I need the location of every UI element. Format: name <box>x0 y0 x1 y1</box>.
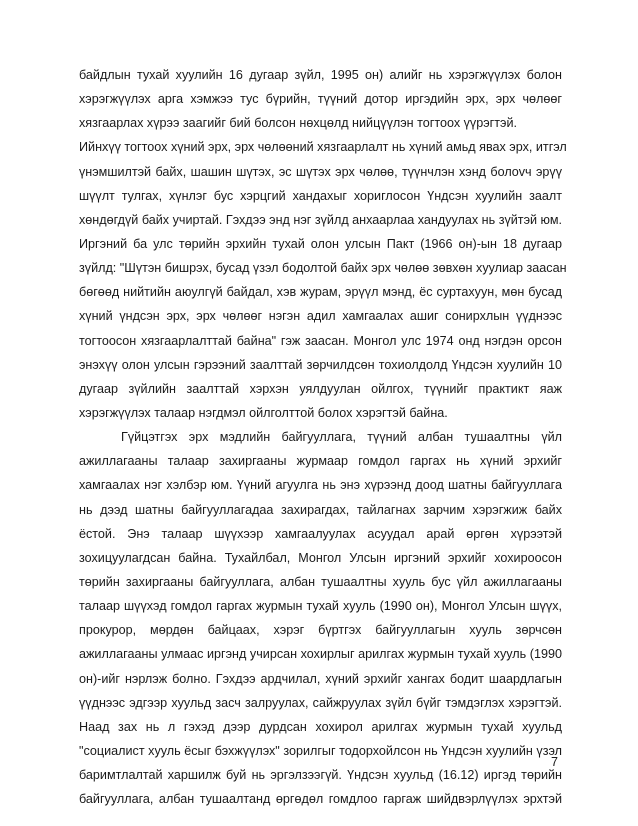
paragraph-first-line: Гүйцэтгэх эрх мэдлийн байгууллага, түүний албан тушаалтны үйл <box>121 430 562 445</box>
text-line: хязгаарлах хүрээ заагийг бий болсон нөхцөлд нийцүүлэн тогтоох үүрэгтэй. <box>79 116 517 131</box>
text-line: шүүлт тулгах, хүнлэг бус хэрцгий хандахыг хориглосон Үндсэн хуулийн заалт <box>79 188 562 203</box>
body-text <box>79 63 567 811</box>
text-line: нь дээд шатны байгууллагадаа захирагдах, тайлагнах зарчим хэрэгжиж байх <box>79 502 562 517</box>
page-number: 7 <box>551 755 559 769</box>
text-line: энэхүү олон улсын гэрээний заалттай зөрчилдсөн тохиолдолд Үндсэн хуулийн 10 <box>79 357 562 372</box>
text-line: хүний үндсэн эрх, эрх чөлөөг нэгэн адил хамгаалах ашиг сонирхлын үүднээс <box>79 309 562 324</box>
text-line: дугаар зүйлийн заалттай хэрхэн уялдуулан ойлгох, түүнийг практикт яаж <box>79 381 562 396</box>
text-line: ажиллагааны талаар захиргааны журмаар гомдол гаргах нь хүний эрхийг <box>79 454 562 469</box>
text-line: Ийнхүү тогтоох хүний эрх, эрх чөлөөний хязгаарлалт нь хүний амьд явах эрх, итгэл <box>79 140 567 155</box>
text-line: Наад зах нь л гэхэд дээр дурдсан хохирол арилгах журмын тухай хуульд <box>79 719 562 734</box>
text-line: хэрэгжүүлэх талаар нэгдмэл ойлголттой болох хэрэгтэй байна. <box>79 405 448 420</box>
text-line: зүйлд: "Шүтэн бишрэх, бусад үзэл бодолтой байх эрх чөлөө зөвхөн хуулиар заасан <box>79 261 567 276</box>
text-line: тогтоосон хязгаарлалттай байна" гэж заасан. Монгол улс 1974 онд нэгдэн орсон <box>79 333 562 348</box>
text-line: бөгөөд нийтийн аюулгүй байдал, хэв журам, эрүүл мэнд, ёс суртахуун, мөн бусад <box>79 285 562 300</box>
text-line: он)-ийг нэрлэж болно. Гэхдээ ардчилал, хүний эрхийг хангах бодит шаардлагын <box>79 671 562 686</box>
text-line: Иргэний ба улс төрийн эрхийн тухай олон улсын Пакт (1966 он)-ын 18 дугаар <box>79 236 562 251</box>
text-line: хамгаалах нэг хэлбэр юм. Үүний агуулга нь энэ хүрээнд доод шатны байгууллага <box>79 478 562 493</box>
text-line: талаар шүүхэд гомдол гаргах журмын тухай хууль (1990 он), Монгол Улсын шүүх, <box>79 599 562 614</box>
text-line: байгууллага, албан тушаалтанд өргөдөл гомдлоо гаргаж шийдвэрлүүлэх эрхтэй <box>79 792 562 807</box>
text-line: прокурор, мөрдөн байцаах, хэрэг бүртгэх байгууллагын хууль зөрчсөн <box>79 623 562 638</box>
text-line: зохицуулагдсан байна. Тухайлбал, Монгол Улсын иргэний эрхийг хохироосон <box>79 550 562 565</box>
text-line: хэрэгжүүлэх арга хэмжээ тус бүрийн, түүний дотор иргэдийн эрх, эрх чөлөөг <box>79 92 562 107</box>
text-line: ажиллагааны улмаас иргэнд учирсан хохирлыг арилгах журмын тухай хууль (1990 <box>79 647 562 662</box>
text-line: "социалист хууль ёсыг бэхжүүлэх" зорилгыг тодорхойлсон нь Үндсэн хуулийн үзэл <box>79 743 562 758</box>
text-line: үүднээс эдгээр хуульд засч залруулах, сайжруулах зүйл бүйг тэмдэглэх хэрэгтэй. <box>79 695 562 710</box>
text-line: үнэмшилтэй байх, шашин шүтэх, эс шүтэх эрх чөлөө, түүнчлэн хэнд болovч эрүү <box>79 164 562 179</box>
text-line: байдлын тухай хуулийн 16 дугаар зүйл, 1995 он) алийг нь хэрэгжүүлэх болон <box>79 68 562 82</box>
text-line: төрийн захиргааны байгууллага, албан тушаалтны хууль бус үйл ажиллагааны <box>79 574 562 589</box>
text-line: ёстой. Энэ талаар шүүхээр хамгаалуулах асуудал арай өргөн хүрээтэй <box>79 526 562 541</box>
text-line: баримтлалтай харшилж буй нь эргэлзээгүй. Үндсэн хуульд (16.12) иргэд төрийн <box>79 768 562 783</box>
text-line: хөндөгдүй байх учиртай. Гэхдээ энд нэг зүйлд анхаарлаа хандуулах нь зүйтэй юм. <box>79 212 562 227</box>
